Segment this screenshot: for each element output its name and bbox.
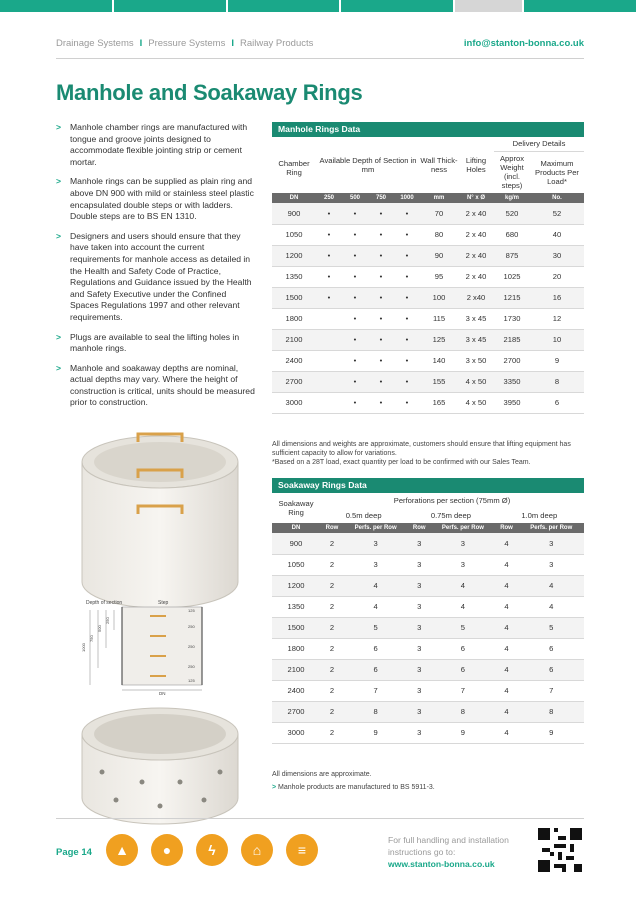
header-delivery-details: Delivery Details: [494, 137, 584, 151]
table-cell-r2: 3: [407, 638, 431, 659]
soakaway-table-title: Soakaway Rings Data: [272, 478, 584, 493]
step-spacing: 125: [188, 608, 195, 613]
subheader-cell: Row: [320, 523, 344, 533]
table-cell-p2: 4: [431, 575, 494, 596]
table-cell-holes: 2 x40: [458, 287, 494, 308]
table-cell-p1: 9: [344, 722, 407, 743]
table-cell-p3: 5: [519, 617, 584, 638]
table-cell-p2: 8: [431, 701, 494, 722]
depth-label: Depth of section: [86, 600, 123, 606]
table-cell-d1000: •: [394, 203, 420, 224]
table-cell-p1: 6: [344, 638, 407, 659]
header-available-depth: Available Depth of Section in mm: [319, 156, 417, 174]
table-cell-d250: •: [316, 224, 342, 245]
table-cell-r3: 4: [495, 617, 519, 638]
bullet-arrow-icon: >: [56, 362, 62, 373]
table-cell-d1000: •: [394, 224, 420, 245]
nav-separator: I: [231, 38, 234, 49]
subheader-cell: Perfs. per Row: [344, 523, 407, 533]
house-icon: ⌂: [241, 834, 273, 866]
top-bar-segment: [228, 0, 340, 12]
table-cell-dn: 1050: [272, 224, 316, 245]
soakaway-ring-illustration: [80, 706, 240, 826]
table-cell-load: 12: [530, 308, 584, 329]
table-cell-d250: [316, 392, 342, 413]
top-color-bar: [0, 0, 638, 12]
table-cell-weight: 2700: [494, 350, 530, 371]
table-cell-r2: 3: [407, 575, 431, 596]
page-title: Manhole and Soakaway Rings: [56, 80, 363, 105]
table-cell-d500: •: [342, 350, 368, 371]
table-cell-r3: 4: [495, 659, 519, 680]
table-cell-r1: 2: [320, 617, 344, 638]
bullet-arrow-icon: >: [56, 230, 62, 241]
table-cell-dn: 1800: [272, 308, 316, 329]
table-cell-d1000: •: [394, 245, 420, 266]
table-cell-load: 9: [530, 350, 584, 371]
table-cell-wall: 155: [420, 371, 458, 392]
header-10m: 1.0m deep: [521, 511, 558, 521]
manhole-table-row: [272, 308, 584, 329]
manhole-table-row: [272, 329, 584, 350]
subheader-cell: 750: [368, 193, 394, 203]
table-cell-d250: •: [316, 245, 342, 266]
table-cell-p1: 8: [344, 701, 407, 722]
table-cell-d500: •: [342, 392, 368, 413]
manhole-table-row: [272, 266, 584, 287]
bullet-item: [56, 231, 256, 324]
table-cell-dn: 2100: [272, 659, 320, 680]
table-cell-d500: •: [342, 308, 368, 329]
table-cell-r3: 4: [495, 575, 519, 596]
table-cell-p1: 5: [344, 617, 407, 638]
table-cell-d750: •: [368, 266, 394, 287]
table-cell-weight: 3350: [494, 371, 530, 392]
top-bar-segment: [0, 0, 112, 12]
table-cell-weight: 3950: [494, 392, 530, 413]
soakaway-note-2: Manhole products are manufactured to BS 5911-3.: [278, 784, 435, 791]
header-wall-thickness: Wall Thick-ness: [420, 156, 458, 174]
power-icon: ϟ: [196, 834, 228, 866]
table-cell-dn: 3000: [272, 722, 320, 743]
step-spacing: 250: [188, 624, 195, 629]
header-05m: 0.5m deep: [345, 511, 382, 521]
subheader-cell: 1000: [394, 193, 420, 203]
table-cell-p3: 7: [519, 680, 584, 701]
header-soakaway-ring: Soakaway Ring: [278, 499, 314, 517]
subheader-cell: DN: [272, 193, 316, 203]
table-cell-p3: 6: [519, 659, 584, 680]
table-cell-d250: •: [316, 203, 342, 224]
table-cell-d750: •: [368, 350, 394, 371]
subheader-cell: Row: [407, 523, 431, 533]
table-cell-load: 20: [530, 266, 584, 287]
header-approx-weight: Approx Weight (incl. steps): [499, 154, 525, 191]
table-cell-weight: 680: [494, 224, 530, 245]
table-cell-load: 8: [530, 371, 584, 392]
table-cell-p1: 3: [344, 533, 407, 554]
table-cell-p2: 6: [431, 659, 494, 680]
step-label: Step: [158, 600, 169, 606]
top-bar-segment: [455, 0, 522, 12]
top-bar-segment: [114, 0, 226, 12]
bullet-arrow-icon: >: [56, 122, 62, 132]
table-cell-d750: •: [368, 329, 394, 350]
table-cell-d250: [316, 371, 342, 392]
subheader-cell: 500: [342, 193, 368, 203]
manhole-table-title: Manhole Rings Data: [272, 122, 584, 137]
table-cell-dn: 900: [272, 533, 320, 554]
manhole-notes: [272, 440, 584, 467]
bullet-text: Manhole and soakaway depths are nominal, actual depths may vary. Where the height of construction is critical, units should be measured prior to construction.: [70, 362, 255, 408]
table-cell-r2: 3: [407, 659, 431, 680]
table-cell-p1: 6: [344, 659, 407, 680]
header-max-products: Maximum Products Per Load*: [535, 158, 579, 186]
soakaway-notes: [272, 770, 584, 792]
table-cell-p2: 6: [431, 638, 494, 659]
table-cell-dn: 900: [272, 203, 316, 224]
table-cell-r2: 3: [407, 554, 431, 575]
table-cell-r1: 2: [320, 659, 344, 680]
table-cell-p3: 4: [519, 575, 584, 596]
table-cell-weight: 520: [494, 203, 530, 224]
table-cell-wall: 165: [420, 392, 458, 413]
subheader-cell: No.: [530, 193, 584, 203]
table-cell-r1: 2: [320, 701, 344, 722]
soakaway-table-row: [272, 701, 584, 722]
table-cell-holes: 3 x 50: [458, 350, 494, 371]
table-cell-d250: [316, 350, 342, 371]
table-cell-p2: 3: [431, 554, 494, 575]
bullet-text: Designers and users should ensure that they have taken into account the current requirements for manhole access as detailed in the Health and Safety Code of Practice, Regulations and Guidance issued by the Health and Safety Executive under the Confined Spaces Regulations 1997 and other relevant requirements.: [70, 230, 252, 322]
table-cell-p3: 3: [519, 533, 584, 554]
table-cell-p2: 9: [431, 722, 494, 743]
table-cell-wall: 140: [420, 350, 458, 371]
header-divider: [56, 58, 584, 59]
table-cell-d250: •: [316, 266, 342, 287]
dn-label: DN: [159, 691, 166, 696]
nav-drainage[interactable]: Drainage Systems: [56, 38, 134, 49]
bullet-item: [56, 363, 256, 409]
table-cell-d1000: •: [394, 392, 420, 413]
table-cell-dn: 1500: [272, 287, 316, 308]
step-spacing: 125: [188, 678, 195, 683]
bullet-text: Plugs are available to seal the lifting holes in manhole rings.: [70, 331, 240, 354]
table-cell-wall: 95: [420, 266, 458, 287]
table-cell-r1: 2: [320, 722, 344, 743]
table-cell-p3: 8: [519, 701, 584, 722]
soakaway-table-row: [272, 638, 584, 659]
rail-icon: ≡: [286, 834, 318, 866]
table-cell-d250: •: [316, 287, 342, 308]
table-cell-wall: 80: [420, 224, 458, 245]
table-cell-r2: 3: [407, 617, 431, 638]
table-cell-r2: 3: [407, 701, 431, 722]
nav-railway[interactable]: Railway Products: [239, 38, 314, 49]
table-cell-r1: 2: [320, 680, 344, 701]
depth-750: 750: [89, 635, 94, 642]
table-cell-load: 40: [530, 224, 584, 245]
manhole-table-row: [272, 350, 584, 371]
table-cell-dn: 1500: [272, 617, 320, 638]
table-cell-wall: 100: [420, 287, 458, 308]
table-cell-r3: 4: [495, 638, 519, 659]
soakaway-table-row: [272, 596, 584, 617]
table-cell-d1000: •: [394, 350, 420, 371]
table-cell-d500: •: [342, 287, 368, 308]
subheader-cell: 250: [316, 193, 342, 203]
table-cell-d750: •: [368, 245, 394, 266]
soakaway-note-1: All dimensions are approximate.: [272, 771, 372, 778]
footer-text: For full handling and installation instructions go to:: [388, 835, 509, 857]
soakaway-table-row: [272, 575, 584, 596]
depth-500: 500: [97, 625, 102, 632]
table-cell-p3: 6: [519, 638, 584, 659]
table-cell-d1000: •: [394, 308, 420, 329]
bullet-item: [56, 332, 256, 355]
table-cell-p2: 7: [431, 680, 494, 701]
manhole-table-row: [272, 371, 584, 392]
bullet-arrow-icon: >: [56, 176, 62, 187]
table-cell-p2: 5: [431, 617, 494, 638]
header-email[interactable]: info@stanton-bonna.co.uk: [463, 38, 584, 49]
subheader-cell: Row: [495, 523, 519, 533]
table-cell-r1: 2: [320, 554, 344, 575]
table-cell-p1: 7: [344, 680, 407, 701]
soakaway-note-2-wrap: [272, 783, 584, 792]
table-cell-p1: 4: [344, 575, 407, 596]
soakaway-table-row: [272, 722, 584, 743]
table-cell-load: 30: [530, 245, 584, 266]
footer-icons: [106, 834, 318, 866]
top-bar-segment: [524, 0, 636, 12]
road-icon: ▲: [106, 834, 138, 866]
table-cell-d500: •: [342, 224, 368, 245]
subheader-cell: kg/m: [494, 193, 530, 203]
table-cell-p1: 3: [344, 554, 407, 575]
footer-instructions: [388, 834, 518, 870]
table-cell-r3: 4: [495, 722, 519, 743]
soakaway-table-row: [272, 680, 584, 701]
manhole-note-2: *Based on a 28T load, exact quantity per load to be confirmed with our Sales Team.: [272, 459, 531, 466]
table-cell-load: 10: [530, 329, 584, 350]
table-cell-r1: 2: [320, 596, 344, 617]
soakaway-table-row: [272, 617, 584, 638]
table-cell-dn: 1200: [272, 575, 320, 596]
table-cell-d250: [316, 329, 342, 350]
table-cell-p2: 3: [431, 533, 494, 554]
table-cell-r2: 3: [407, 722, 431, 743]
table-cell-dn: 3000: [272, 392, 316, 413]
table-cell-d500: •: [342, 371, 368, 392]
table-cell-holes: 3 x 45: [458, 308, 494, 329]
table-cell-r3: 4: [495, 554, 519, 575]
manhole-subheader-row: [272, 193, 584, 203]
manhole-rings-table: [272, 122, 584, 414]
table-cell-d1000: •: [394, 371, 420, 392]
breadcrumb-nav: [56, 38, 313, 49]
table-cell-wall: 115: [420, 308, 458, 329]
water-drop-icon: ●: [151, 834, 183, 866]
manhole-table-row: [272, 287, 584, 308]
header-lifting-holes: Lifting Holes: [465, 156, 487, 174]
table-cell-dn: 2400: [272, 680, 320, 701]
nav-separator: I: [139, 38, 143, 49]
bullet-arrow-icon: >: [272, 784, 277, 791]
table-cell-d500: •: [342, 245, 368, 266]
table-cell-r3: 4: [495, 701, 519, 722]
manhole-table-row: [272, 392, 584, 413]
table-cell-dn: 1800: [272, 638, 320, 659]
table-cell-dn: 2400: [272, 350, 316, 371]
table-cell-holes: 4 x 50: [458, 392, 494, 413]
table-cell-d750: •: [368, 308, 394, 329]
table-cell-d750: •: [368, 392, 394, 413]
subheader-cell: DN: [272, 523, 320, 533]
top-bar-segment: [341, 0, 453, 12]
header-chamber-ring: Chamber Ring: [278, 159, 310, 177]
table-cell-d1000: •: [394, 329, 420, 350]
table-cell-p3: 9: [519, 722, 584, 743]
table-cell-r1: 2: [320, 533, 344, 554]
table-cell-d250: [316, 308, 342, 329]
table-cell-holes: 2 x 40: [458, 224, 494, 245]
table-cell-dn: 1350: [272, 266, 316, 287]
table-cell-r1: 2: [320, 638, 344, 659]
bullet-arrow-icon: >: [56, 331, 62, 342]
table-cell-weight: 2185: [494, 329, 530, 350]
manhole-note-1: All dimensions and weights are approximate, customers should ensure that lifting equipment has sufficient capacity to allow for variations.: [272, 441, 571, 457]
table-cell-dn: 1050: [272, 554, 320, 575]
table-cell-wall: 70: [420, 203, 458, 224]
table-cell-weight: 1025: [494, 266, 530, 287]
depth-1000: 1000: [81, 643, 86, 652]
table-cell-holes: 2 x 40: [458, 203, 494, 224]
table-cell-holes: 2 x 40: [458, 245, 494, 266]
depth-250: 250: [105, 617, 110, 624]
subheader-cell: N° x Ø: [458, 193, 494, 203]
qr-code[interactable]: [538, 828, 582, 872]
table-cell-d750: •: [368, 287, 394, 308]
table-cell-r3: 4: [495, 533, 519, 554]
table-cell-p2: 4: [431, 596, 494, 617]
bullet-list: [56, 122, 256, 417]
table-cell-load: 52: [530, 203, 584, 224]
table-cell-d1000: •: [394, 287, 420, 308]
table-cell-d750: •: [368, 203, 394, 224]
header-perforations: Perforations per section (75mm Ø): [393, 496, 511, 506]
table-cell-dn: 1350: [272, 596, 320, 617]
table-cell-dn: 1200: [272, 245, 316, 266]
manhole-table-row: [272, 245, 584, 266]
step-spacing: 250: [188, 664, 195, 669]
table-cell-r1: 2: [320, 575, 344, 596]
table-cell-wall: 125: [420, 329, 458, 350]
soakaway-rings-table: [272, 478, 584, 744]
table-cell-holes: 3 x 45: [458, 329, 494, 350]
table-cell-r3: 4: [495, 596, 519, 617]
table-cell-dn: 2700: [272, 701, 320, 722]
table-cell-p1: 4: [344, 596, 407, 617]
table-cell-d750: •: [368, 224, 394, 245]
table-cell-weight: 1730: [494, 308, 530, 329]
table-cell-d750: •: [368, 371, 394, 392]
nav-pressure[interactable]: Pressure Systems: [148, 38, 226, 49]
manhole-ring-illustration: [80, 432, 240, 702]
page-number: Page 14: [56, 847, 92, 858]
bullet-item: [56, 122, 256, 168]
table-cell-d500: •: [342, 329, 368, 350]
footer-divider: [56, 818, 584, 819]
subheader-cell: Perfs. per Row: [431, 523, 494, 533]
table-cell-wall: 90: [420, 245, 458, 266]
table-cell-holes: 4 x 50: [458, 371, 494, 392]
table-cell-dn: 2700: [272, 371, 316, 392]
table-cell-d500: •: [342, 203, 368, 224]
subheader-cell: mm: [420, 193, 458, 203]
table-cell-weight: 875: [494, 245, 530, 266]
table-cell-p3: 4: [519, 596, 584, 617]
manhole-table-row: [272, 203, 584, 224]
table-cell-r3: 4: [495, 680, 519, 701]
footer-url[interactable]: www.stanton-bonna.co.uk: [388, 859, 495, 869]
bullet-text: Manhole rings can be supplied as plain ring and above DN 900 with mild or stainless steel plastic encapsulated double steps or with ladders. Double steps are to BS EN 1310.: [70, 176, 254, 222]
soakaway-subheader-row: [272, 523, 584, 533]
table-cell-holes: 2 x 40: [458, 266, 494, 287]
step-spacing: 250: [188, 644, 195, 649]
table-cell-d500: •: [342, 266, 368, 287]
table-cell-r2: 3: [407, 533, 431, 554]
manhole-table-row: [272, 224, 584, 245]
table-cell-r2: 3: [407, 680, 431, 701]
soakaway-table-row: [272, 659, 584, 680]
soakaway-table-row: [272, 533, 584, 554]
header-075m: 0.75m deep: [430, 511, 471, 521]
table-cell-load: 6: [530, 392, 584, 413]
table-cell-load: 16: [530, 287, 584, 308]
table-cell-weight: 1215: [494, 287, 530, 308]
table-cell-dn: 2100: [272, 329, 316, 350]
table-cell-p3: 3: [519, 554, 584, 575]
table-cell-r2: 3: [407, 596, 431, 617]
subheader-cell: Perfs. per Row: [519, 523, 584, 533]
table-cell-d1000: •: [394, 266, 420, 287]
bullet-text: Manhole chamber rings are manufactured with tongue and groove joints designed to accommodate flexible jointing strip or cement mortar.: [70, 122, 248, 167]
soakaway-table-row: [272, 554, 584, 575]
bullet-item: [56, 176, 256, 222]
